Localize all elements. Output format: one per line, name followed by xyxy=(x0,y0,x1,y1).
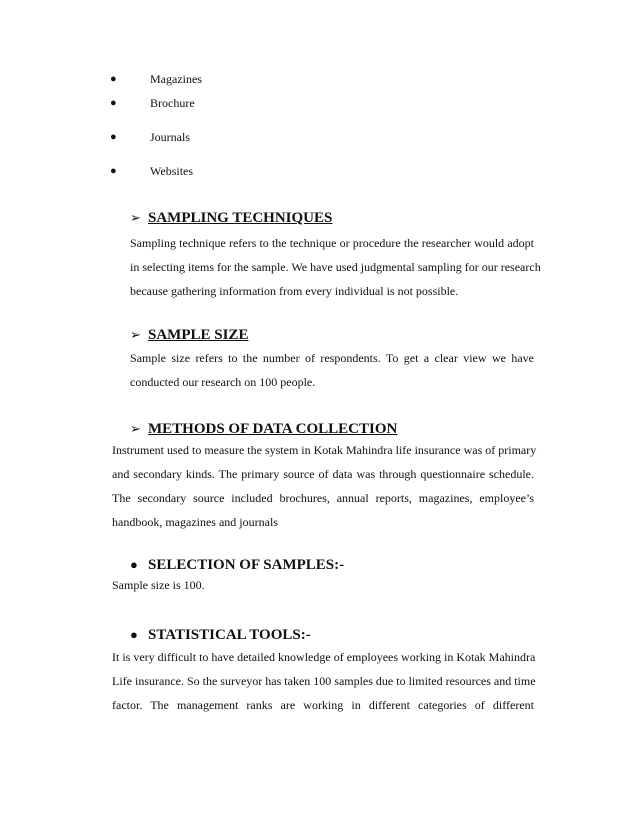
sampling-heading: ➢ SAMPLING TECHNIQUES xyxy=(130,210,333,226)
arrow-bullet-icon: ➢ xyxy=(130,327,141,342)
tools-heading: ● STATISTICAL TOOLS:- xyxy=(130,627,311,643)
sampling-paragraph: Sampling technique refers to the technique or procedure the researcher would adopt in selecting items for the sample. We have used judgmental sampling for our research because gathering information from every individual is not possible. xyxy=(130,236,541,298)
bullet-icon: ● xyxy=(110,97,117,109)
arrow-bullet-icon: ➢ xyxy=(130,210,141,225)
selection-heading: ● SELECTION OF SAMPLES:- xyxy=(130,557,345,573)
tools-paragraph: It is very difficult to have detailed knowledge of employees working in Kotak Mahindra Life insurance. So the surveyor has taken 100 samples due to limited resources and time factor. The management ranks are working in different categories of different xyxy=(112,650,536,712)
methods-heading: ➢ METHODS OF DATA COLLECTION xyxy=(130,421,398,437)
arrow-bullet-icon: ➢ xyxy=(130,421,141,436)
bullet-icon: ● xyxy=(110,131,117,143)
sample-size-heading: ➢ SAMPLE SIZE xyxy=(130,327,249,343)
bullet-icon: ● xyxy=(130,627,138,642)
selection-paragraph: Sample size is 100. xyxy=(112,578,205,592)
bullet-icon: ● xyxy=(130,557,138,572)
document-page: ● Magazines ● Brochure ● Journals ● Websites ➢ SAMPLING TECHNIQUES Sampling technique refers to the technique or procedure the researcher would adopt in selecting items for the sample. We have used judgmental sampling for our research because gathering information from every individual is not possible. ➢ SAMPLE SIZE Sample size refers to the number of respondents. To get a clear view we have conducted our research on 100 people. ➢ METHODS OF DATA COLLECTION Instrument used to measure the system in Kotak Mahindra life insurance was of primary and secondary kinds. The primary source of data was through questionnaire schedule. The secondary source included brochures, annual reports, magazines, employee’s handbook, magazines and journals ● SELECTION OF SAMPLES:- Sample size is 100. ● STATISTICAL TOOLS:- It is very difficult to have detailed knowledge of employees working in Kotak Mahindra Life insurance. So the surveyor has taken 100 samples due to limited resources and time factor. The management ranks are working in different categories of different xyxy=(0,0,638,826)
bullet-icon: ● xyxy=(110,73,117,85)
bullet-icon: ● xyxy=(110,165,117,177)
sample-size-paragraph: Sample size refers to the number of respondents. To get a clear view we have conducted our research on 100 people. xyxy=(130,351,534,389)
methods-paragraph: Instrument used to measure the system in Kotak Mahindra life insurance was of primary and secondary kinds. The primary source of data was through questionnaire schedule. The secondary source included brochures, annual reports, magazines, employee’s handbook, magazines and journals xyxy=(112,443,537,529)
